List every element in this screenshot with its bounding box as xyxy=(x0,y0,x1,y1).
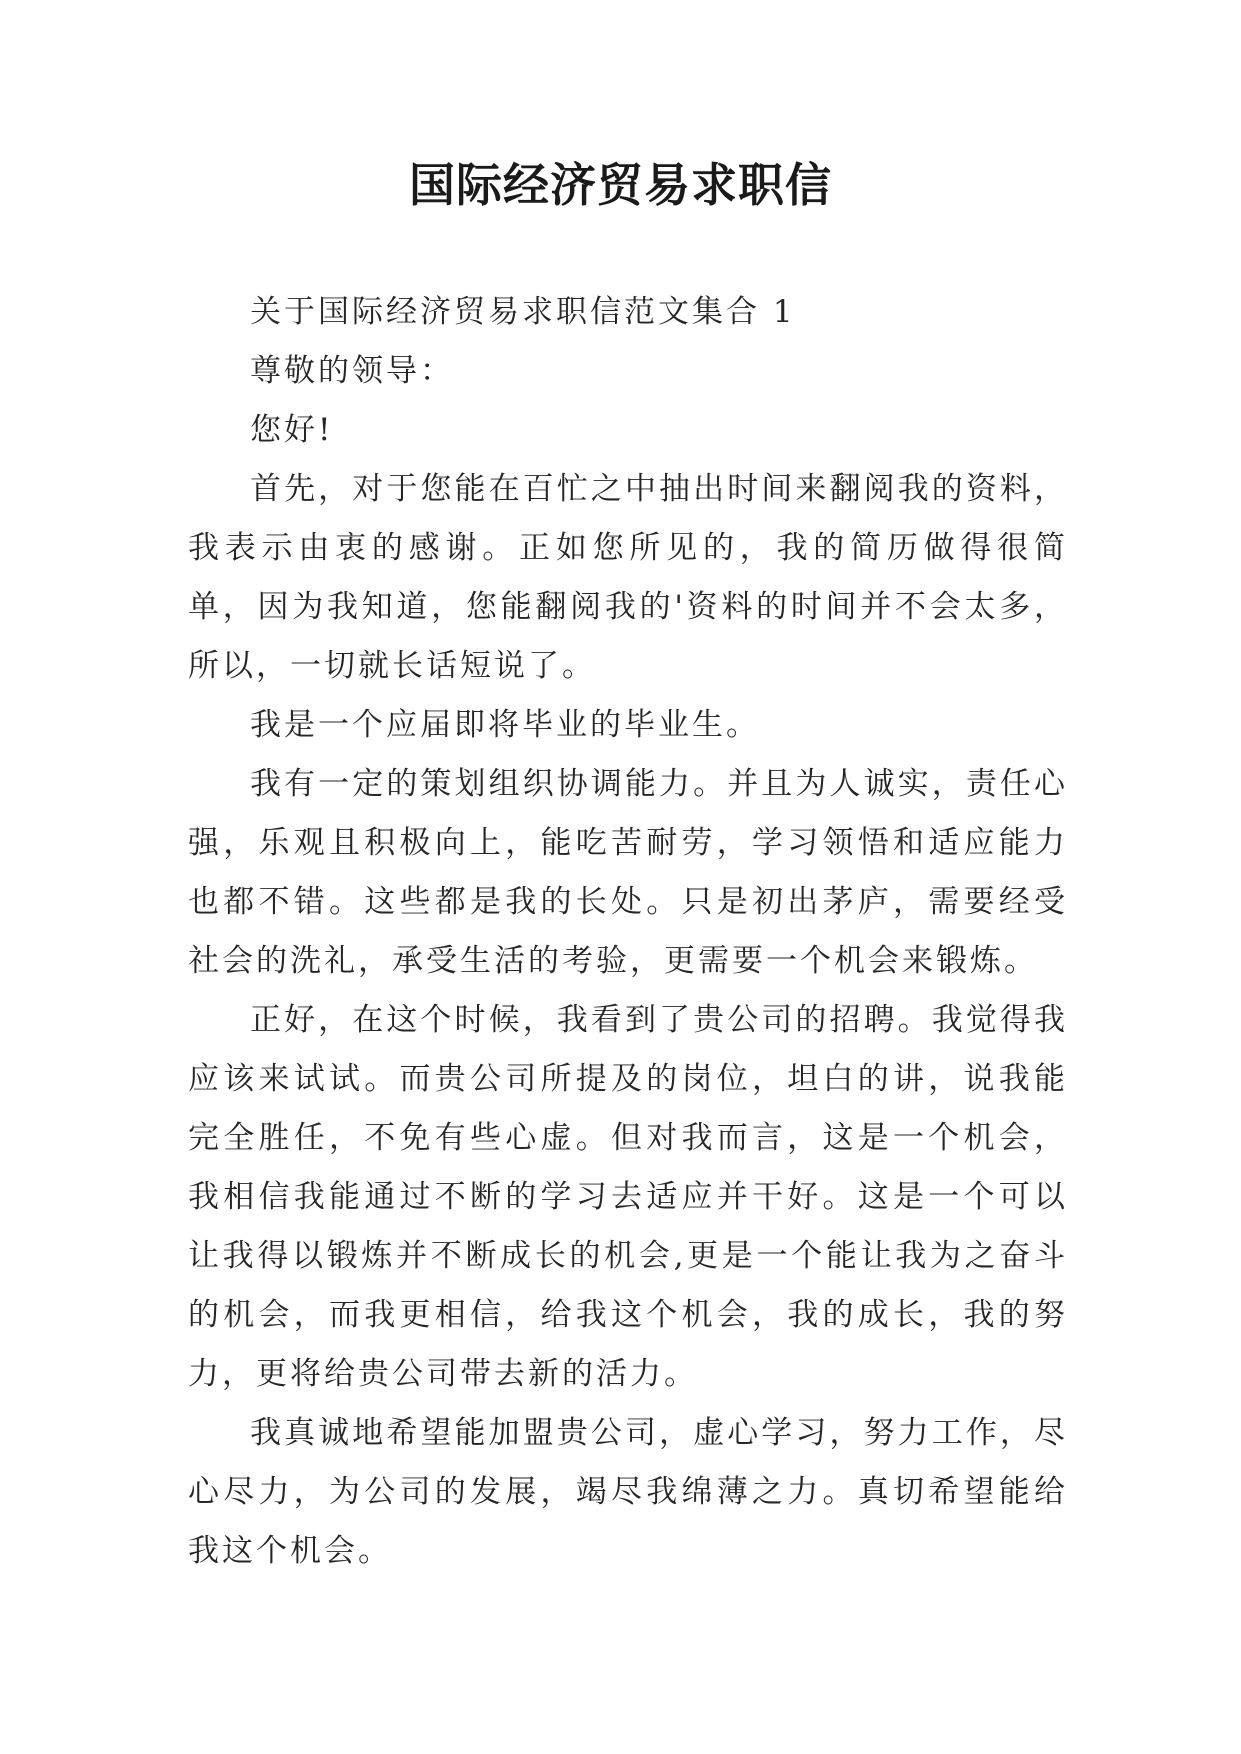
document-title: 国际经济贸易求职信 xyxy=(409,158,832,212)
paragraph-body: 我有一定的策划组织协调能力。并且为人诚实，责任心强，乐观且积极向上，能吃苦耐劳，学习领悟和适应能力也都不错。这些都是我的长处。只是初出茅庐，需要经受社会的洗礼，承受生活的考验，更需要一个机会来锻炼。 xyxy=(188,766,1068,979)
paragraph-body: 我是一个应届即将毕业的毕业生。 xyxy=(250,707,760,743)
paragraph-body: 首先，对于您能在百忙之中抽出时间来翻阅我的资料，我表示由衷的感谢。正如您所见的，我的简历做得很简单，因为我知道，您能翻阅我的'资料的时间并不会太多，所以，一切就长话短说了。 xyxy=(188,471,1068,684)
paragraph-body: 我真诚地希望能加盟贵公司，虚心学习，努力工作，尽心尽力，为公司的发展，竭尽我绵薄之力。真切希望能给我这个机会。 xyxy=(188,1415,1068,1569)
paragraph-salutation: 尊敬的领导： xyxy=(250,353,454,389)
paragraph-greeting: 您好! xyxy=(250,412,334,448)
paragraph-body: 正好，在这个时候，我看到了贵公司的招聘。我觉得我应该来试试。而贵公司所提及的岗位，坦白的讲，说我能完全胜任，不免有些心虚。但对我而言，这是一个机会，我相信我能通过不断的学习去适应并干好。这是一个可以让我得以锻炼并不断成长的机会,更是一个能让我为之奋斗的机会，而我更相信，给我这个机会，我的成长，我的努力，更将给贵公司带去新的活力。 xyxy=(188,1002,1068,1392)
paragraph-heading: 关于国际经济贸易求职信范文集合 1 xyxy=(250,294,796,330)
document-body xyxy=(188,283,1068,1581)
